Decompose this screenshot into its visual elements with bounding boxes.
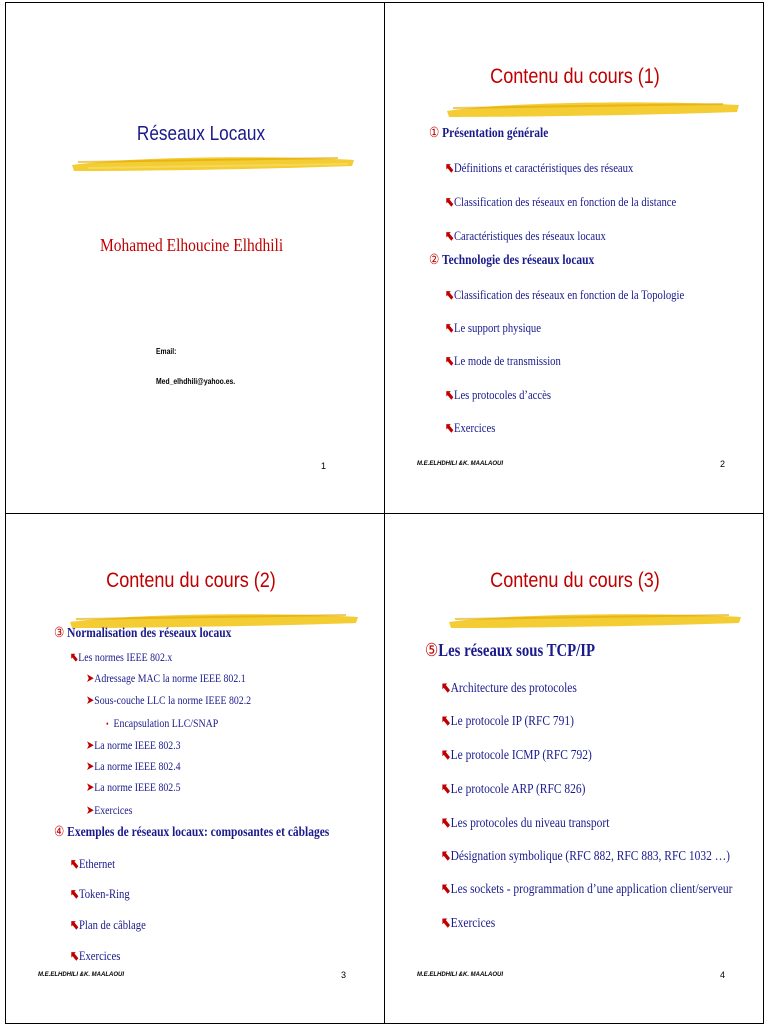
highlight-stroke xyxy=(445,609,745,631)
highlight-stroke xyxy=(68,151,358,175)
arrow-icon: ⬉ xyxy=(70,917,79,932)
list-item: ➤La norme IEEE 802.4 xyxy=(86,759,181,773)
arrow-icon: ⬉ xyxy=(445,353,454,368)
arrow-icon: ⬉ xyxy=(441,816,451,831)
arrow-icon: ⬉ xyxy=(70,948,79,963)
list-item: ⬉Caractéristiques des réseaux locaux xyxy=(445,228,606,243)
arrow-icon: ⬉ xyxy=(441,748,451,763)
arrow-icon: ⬉ xyxy=(441,714,451,729)
list-item: ⬉Plan de câblage xyxy=(70,917,146,932)
list-item: ⬉Token-Ring xyxy=(70,886,130,901)
triangle-icon: ➤ xyxy=(86,803,95,817)
triangle-icon: ➤ xyxy=(86,693,95,707)
arrow-icon: ⬉ xyxy=(441,849,451,864)
triangle-icon: ➤ xyxy=(86,759,95,773)
arrow-icon: ⬉ xyxy=(441,916,451,931)
slide-title: Réseaux Locaux xyxy=(136,123,266,145)
page-number: 1 xyxy=(321,461,327,471)
slide-3 xyxy=(5,513,385,1024)
list-item: ⬉Architecture des protocoles xyxy=(441,681,577,696)
arrow-icon: ⬉ xyxy=(445,420,454,435)
footer-authors: M.E.ELHDHILI &K. MAALAOUI xyxy=(417,972,503,978)
list-item: ⬉Désignation symbolique (RFC 882, RFC 883, RFC 1032 …) xyxy=(441,849,730,864)
triangle-icon: ➤ xyxy=(86,738,95,752)
list-item: ⬉Classification des réseaux en fonction de la Topologie xyxy=(445,287,685,302)
list-item: ⬉Le support physique xyxy=(445,320,541,335)
section-heading: ① Présentation générale xyxy=(429,126,549,141)
section-heading: ④ Exemples de réseaux locaux: composantes et câblages xyxy=(54,825,330,840)
slide-title: Contenu du cours (3) xyxy=(490,569,660,592)
dot-icon: • xyxy=(106,719,109,729)
arrow-icon: ⬉ xyxy=(445,287,454,302)
email-label: Email: xyxy=(156,347,177,356)
list-item: ⬉Les protocoles du niveau transport xyxy=(441,816,610,831)
arrow-icon: ⬉ xyxy=(70,856,79,871)
list-item: ➤Adressage MAC la norme IEEE 802.1 xyxy=(86,671,246,685)
slide-4 xyxy=(384,513,764,1024)
list-item: ⬉Exercices xyxy=(70,948,121,963)
list-item: ⬉Classification des réseaux en fonction de la distance xyxy=(445,194,677,209)
triangle-icon: ➤ xyxy=(86,780,95,794)
list-item: ➤Sous-couche LLC la norme IEEE 802.2 xyxy=(86,693,252,707)
arrow-icon: ⬉ xyxy=(445,160,454,175)
list-item: ⬉Le mode de transmission xyxy=(445,353,561,368)
section-heading: ③ Normalisation des réseaux locaux xyxy=(54,626,232,641)
list-item: ⬉Les sockets - programmation d’une application client/serveur xyxy=(441,882,733,897)
slide-title: Contenu du cours (1) xyxy=(490,65,660,88)
arrow-icon: ⬉ xyxy=(441,681,451,696)
page-number: 4 xyxy=(720,970,726,980)
list-item: ⬉Le protocole IP (RFC 791) xyxy=(441,714,574,729)
arrow-icon: ⬉ xyxy=(441,882,451,897)
section-heading: ② Technologie des réseaux locaux xyxy=(429,253,595,268)
triangle-icon: ➤ xyxy=(86,671,95,685)
list-item: ⬉Le protocole ICMP (RFC 792) xyxy=(441,748,592,763)
list-item: ➤La norme IEEE 802.5 xyxy=(86,780,181,794)
page-number: 3 xyxy=(341,970,347,980)
arrow-icon: ⬉ xyxy=(70,886,79,901)
list-item: ⬉Les protocoles d’accès xyxy=(445,387,552,402)
arrow-icon: ⬉ xyxy=(445,387,454,402)
list-item: ⬉Le protocole ARP (RFC 826) xyxy=(441,782,586,797)
slide-2 xyxy=(384,2,764,514)
slide-1 xyxy=(5,2,385,514)
list-item: ⬉Ethernet xyxy=(70,856,116,871)
arrow-icon: ⬉ xyxy=(445,320,454,335)
arrow-icon: ⬉ xyxy=(445,194,454,209)
section-heading: ⑤Les réseaux sous TCP/IP xyxy=(425,640,596,660)
arrow-icon: ⬉ xyxy=(441,782,451,797)
slide-title: Contenu du cours (2) xyxy=(106,569,276,592)
email-address: Med_elhdhili@yahoo.es. xyxy=(156,377,236,386)
list-item: • Encapsulation LLC/SNAP xyxy=(106,716,219,730)
page-number: 2 xyxy=(720,459,726,469)
list-item: ⬉Exercices xyxy=(445,420,496,435)
list-item: ➤Exercices xyxy=(86,803,133,817)
list-item: ➤La norme IEEE 802.3 xyxy=(86,738,181,752)
list-item: ⬉Définitions et caractéristiques des réseaux xyxy=(445,160,634,175)
arrow-icon: ⬉ xyxy=(70,650,79,664)
footer-authors: M.E.ELHDHILI &K. MAALAOUI xyxy=(417,461,503,467)
arrow-icon: ⬉ xyxy=(445,228,454,243)
list-item: ⬉Les normes IEEE 802.x xyxy=(70,650,173,664)
list-item: ⬉Exercices xyxy=(441,916,496,931)
footer-authors: M.E.ELHDHILI &K. MAALAOUI xyxy=(38,972,124,978)
highlight-stroke xyxy=(443,97,743,121)
author-name: Mohamed Elhoucine Elhdhili xyxy=(100,235,284,255)
